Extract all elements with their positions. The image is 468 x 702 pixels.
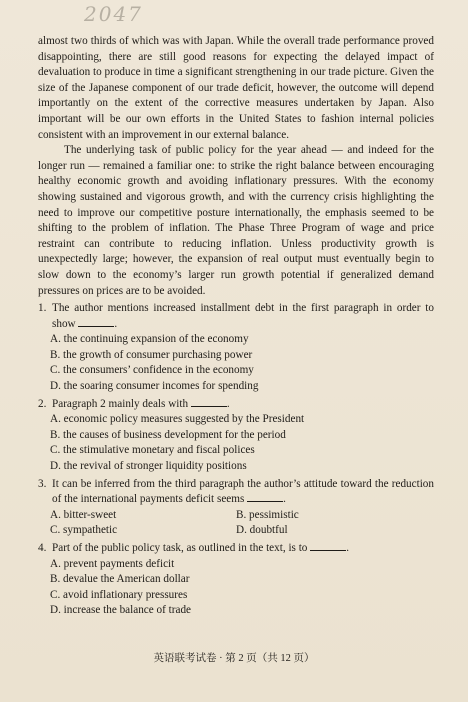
option-b: B. pessimistic	[236, 508, 299, 521]
question-2: 2. Paragraph 2 mainly deals with . A. economic policy measures suggested by the President B. the causes of business development for the period C. the stimulative monetary and fiscal polices D. the revival of stronger liquidity positions	[38, 397, 434, 475]
option-c: C. sympathetic	[50, 524, 118, 537]
option-c: C. avoid inflationary pressures	[50, 588, 188, 601]
question-number: 4.	[38, 542, 47, 554]
question-stem: Part of the public policy task, as outlined in the text, is to	[52, 542, 308, 554]
page-footer	[0, 650, 468, 665]
option-c: C. the consumers’ confidence in the economy	[50, 364, 254, 377]
question-stem: Paragraph 2 mainly deals with	[52, 397, 189, 410]
page-content	[38, 34, 434, 619]
option-a: A. bitter-sweet	[50, 508, 117, 521]
question-1: 1. The author mentions increased installment debt in the first paragraph in order to show . A. the continuing expansion of the economy B. the growth of consumer purchasing power C. the consumers’ confidence in the economy D. the soaring consumer incomes for spending	[38, 301, 434, 395]
option-b: B. the growth of consumer purchasing power	[50, 348, 253, 361]
passage-paragraph-2: The underlying task of public policy for the year ahead — and indeed for the longer run — remained a familiar one: to strike the right balance between encouraging healthy economic growth and avoiding inflationary pressures. With the economy showing sustained and vigorous growth, and with the currency crisis highlighting the need to improve our competitive posture internationally, the emphasis seemed to be shifting to the problem of inflation. The Phase Three Program of wage and price restraint can contribute to reducing inflation. Unless productivity growth is unexpectedly large; however, the expansion of real output must eventually begin to slow down to the economy’s larger run growth potential if generalized demand pressures on prices are to be avoided.	[38, 144, 434, 297]
option-d: D. increase the balance of trade	[50, 604, 192, 617]
question-4: 4. Part of the public policy task, as outlined in the text, is to . A. prevent payments deficit B. devalue the American dollar C. avoid inflationary pressures D. increase the balance of trade	[38, 541, 434, 619]
answer-blank	[191, 397, 227, 407]
answer-blank	[310, 541, 346, 551]
option-a: A. the continuing expansion of the economy	[50, 333, 249, 346]
option-a: A. prevent payments deficit	[50, 557, 175, 570]
passage-paragraph-1-tail: almost two thirds of which was with Japan. While the overall trade performance proved disappointing, there are still good reasons for expecting the delayed impact of devaluation to produce in time a significant strengthening in our trade picture. Given the size of the Japanese component of our trade deficit, however, the outcome will depend importantly on the extent of the corrective measures undertaken by Japan. Also important will be our own efforts in the United States to fashion internal policies consistent with an improvement in our external balance.	[38, 35, 434, 141]
question-3: 3. It can be inferred from the third paragraph the author’s attitude toward the reduction of the international payments deficit seems . A. bitter-sweet B. pessimistic C. sympathetic D. doubtful	[38, 477, 434, 539]
option-d: D. the soaring consumer incomes for spending	[50, 380, 259, 393]
question-number: 2.	[38, 397, 47, 410]
answer-blank	[78, 317, 114, 327]
question-stem: The author mentions increased installment debt in the first paragraph in order to show	[52, 302, 434, 330]
option-b: B. the causes of business development for the period	[50, 428, 286, 441]
question-number: 3.	[38, 477, 47, 490]
option-b: B. devalue the American dollar	[50, 573, 190, 586]
handwritten-mark: 2047	[84, 2, 143, 26]
option-a: A. economic policy measures suggested by the President	[50, 413, 305, 426]
footer-page-info: 英语联考试卷 · 第 2 页（共 12 页）	[153, 653, 315, 664]
question-stem: It can be inferred from the third paragraph the author’s attitude toward the reduction of the international payments deficit seems	[52, 477, 434, 506]
option-c: C. the stimulative monetary and fiscal polices	[50, 444, 255, 457]
option-d: D. doubtful	[236, 524, 288, 537]
answer-blank	[247, 492, 283, 502]
question-number: 1.	[38, 302, 47, 315]
option-d: D. the revival of stronger liquidity positions	[50, 460, 247, 473]
